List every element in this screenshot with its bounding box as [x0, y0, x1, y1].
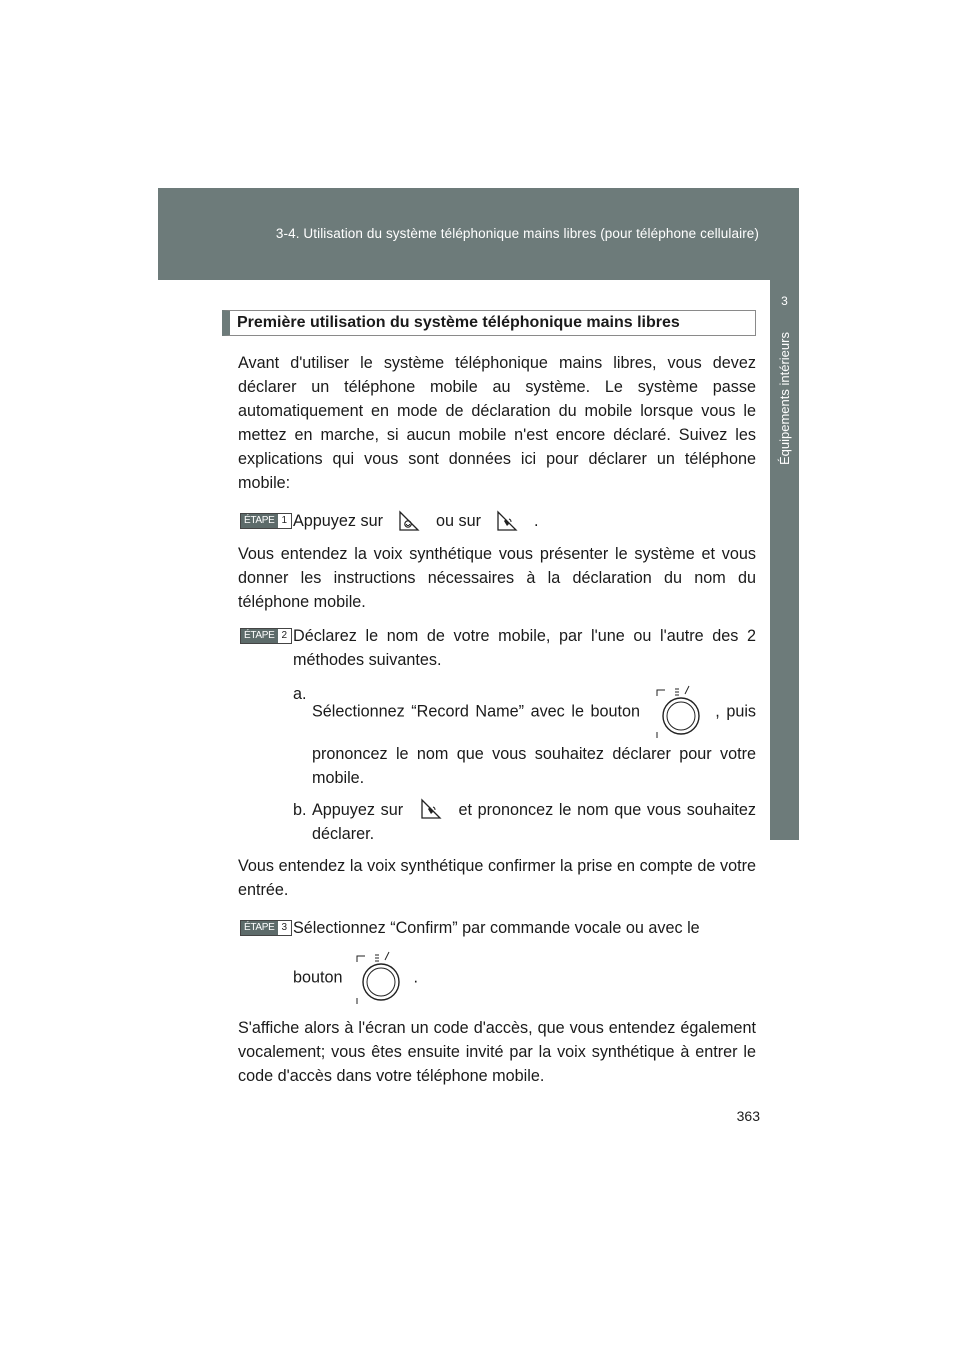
- step-badge: ÉTAPE 3: [240, 920, 292, 936]
- intro-paragraph: Avant d'utiliser le système téléphonique mains libres, vous devez déclarer un téléphone mobile au système. Le système passe automatiquement en mode de déclaration du mobile lorsque vous le mettez en marche, si aucun mobile n'est encore déclaré. Suivez les explications qui vous sont données ici pour déclarer un téléphone mobile:: [238, 354, 756, 492]
- talk-switch-icon: [419, 798, 443, 822]
- step-2: ÉTAPE 2 Déclarez le nom de votre mobile, par l'une ou l'autre des 2 méthodes suivantes.: [238, 624, 756, 672]
- chapter-label: Équipements intérieurs: [777, 332, 792, 465]
- step-3-followup: S'affiche alors à l'écran un code d'accès, que vous entendez également vocalement; vous êtes ensuite invité par la voix synthétique à entrer le code d'accès dans votre téléphone mobile.: [238, 1019, 756, 1086]
- step-3-continuation: bouton .: [238, 948, 756, 1008]
- breadcrumb: 3-4. Utilisation du système téléphonique mains libres (pour téléphone cellulaire): [275, 226, 759, 241]
- header-band: [158, 188, 799, 280]
- talk-switch-icon: [495, 510, 519, 534]
- phone-off-hook-icon: [397, 510, 421, 534]
- step-3: ÉTAPE 3 Sélectionnez “Confirm” par commande vocale ou avec le: [238, 916, 756, 940]
- section-title: Première utilisation du système téléphonique mains libres: [222, 310, 756, 336]
- tune-select-knob-icon: [653, 682, 703, 742]
- step-2-option-b: b. Appuyez sur et prononcez le nom que vous souhaitez déclarer.: [238, 798, 756, 847]
- page-content: [238, 310, 756, 1088]
- step-2-followup: Vous entendez la voix synthétique confirmer la prise en compte de votre entrée.: [238, 857, 756, 900]
- step-badge: ÉTAPE 1: [240, 513, 292, 529]
- tune-select-knob-icon: [353, 948, 403, 1008]
- page-number: 363: [736, 1108, 760, 1124]
- chapter-number: 3: [781, 294, 788, 308]
- step-badge: ÉTAPE 2: [240, 628, 292, 644]
- chapter-tab: [770, 280, 799, 840]
- step-1-followup: Vous entendez la voix synthétique vous présenter le système et vous donner les instructions nécessaires à la déclaration du nom du téléphone mobile.: [238, 544, 756, 611]
- step-2-option-a: a. Sélectionnez “Record Name” avec le bouton , puis prononcez le nom que vous souhaitez déclarer pour votre mobile.: [238, 682, 756, 790]
- step-1: ÉTAPE 1 Appuyez sur ou sur .: [238, 509, 756, 534]
